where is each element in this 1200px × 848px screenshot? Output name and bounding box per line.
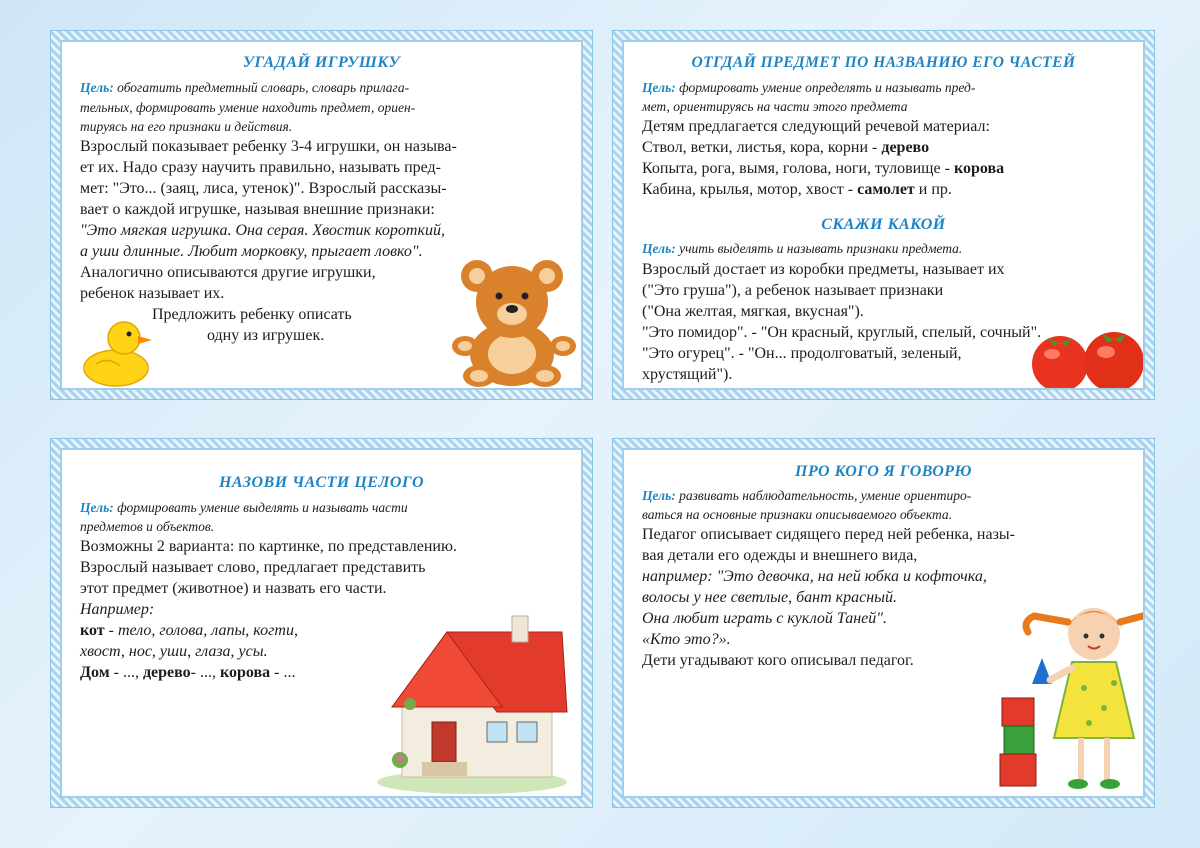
body-line: ет их. Надо сразу научить правильно, называть пред-: [80, 159, 441, 176]
goal-line: [642, 241, 962, 257]
goal-line: тируясь на его признаки и действия.: [80, 119, 293, 134]
goal-text: учить выделять и называть признаки предмета.: [679, 241, 963, 256]
body-line: одну из игрушек.: [207, 327, 325, 344]
row-tail: и пр.: [914, 181, 952, 198]
material-row: [642, 181, 952, 199]
cat-rest: - тело, голова, лапы, когти,: [104, 622, 298, 639]
goal-label: Цель:: [80, 500, 114, 515]
row-text: Кабина, крылья, мотор, хвост -: [642, 181, 858, 198]
body-line: ребенок называет их.: [80, 285, 225, 302]
goal-line: [642, 488, 971, 504]
card-inner: [60, 448, 583, 798]
card-title: УГАДАЙ ИГРУШКУ: [242, 54, 401, 71]
card-inner: [622, 448, 1145, 798]
example-label: Например:: [80, 601, 155, 618]
teddy-bear-image: [447, 254, 583, 389]
goal-text: обогатить предметный словарь, словарь прилага-: [117, 80, 410, 95]
material-row: [642, 160, 1004, 178]
body-line: Дети угадывают кого описывал педагог.: [642, 652, 914, 669]
dialog-line: хрустящий").: [642, 366, 733, 383]
row-text: Ствол, ветки, листья, кора, корни -: [642, 139, 882, 156]
goal-line: [642, 80, 975, 96]
word-rest: - ...,: [190, 664, 220, 681]
row-answer: дерево: [881, 139, 930, 156]
body-line: волосы у нее светлые, бант красный.: [642, 589, 897, 606]
body-line: вая детали его одежды и внешнего вида,: [642, 547, 918, 564]
card-title: ОТГДАЙ ПРЕДМЕТ ПО НАЗВАНИЮ ЕГО ЧАСТЕЙ: [691, 54, 1076, 71]
house-image: [362, 612, 572, 797]
goal-label: Цель:: [642, 80, 676, 95]
duck-image: [76, 312, 156, 390]
dialog-line: "Это огурец". - "Он... продолговатый, зеленый,: [642, 345, 962, 362]
row-answer: самолет: [857, 181, 915, 198]
last-line: [80, 664, 295, 682]
cat-line: хвост, нос, уши, глаза, усы.: [80, 643, 268, 660]
row-answer: корова: [953, 160, 1005, 177]
word: Дом: [80, 664, 110, 681]
intro-line: Детям предлагается следующий речевой материал:: [642, 118, 990, 135]
word-rest: - ...,: [109, 664, 143, 681]
body-line: "Это мягкая игрушка. Она серая. Хвостик короткий,: [80, 222, 445, 239]
card-parts-and-which: [612, 30, 1155, 400]
body-line: вает о каждой игрушке, называя внешние признаки:: [80, 201, 435, 218]
word: дерево: [142, 664, 191, 681]
cat-line: [80, 622, 298, 640]
body-line: Предложить ребенку описать: [152, 306, 352, 323]
word-rest: - ...: [270, 664, 296, 681]
goal-line: предметов и объектов.: [80, 519, 215, 534]
body-line: Взрослый достает из коробки предметы, называет их: [642, 261, 1005, 278]
card-name-parts: [50, 438, 593, 808]
goal-text: формировать умение определять и называть пред-: [679, 80, 976, 95]
row-text: Копыта, рога, вымя, голова, ноги, туловище -: [642, 160, 954, 177]
goal-text: развивать наблюдательность, умение ориентиро-: [679, 488, 972, 503]
body-line: Она любит играть с куклой Таней".: [642, 610, 887, 627]
card-who-am-i-talking-about: [612, 438, 1155, 808]
body-line: а уши длинные. Любит морковку, прыгает ловко".: [80, 243, 423, 260]
body-line: ("Это груша"), а ребенок называет признаки: [642, 282, 944, 299]
body-line: например: "Это девочка, на ней юбка и кофточка,: [642, 568, 987, 585]
card-inner: [622, 40, 1145, 390]
body-line: этот предмет (животное) и назвать его части.: [80, 580, 387, 597]
goal-label: Цель:: [642, 488, 676, 503]
goal-line: [80, 80, 409, 96]
goal-label: Цель:: [80, 80, 114, 95]
body-line: Возможны 2 варианта: по картинке, по представлению.: [80, 538, 457, 555]
body-line: Взрослый показывает ребенку 3-4 игрушки, он называ-: [80, 138, 457, 155]
goal-line: ваться на основные признаки описываемого объекта.: [642, 507, 953, 522]
body-line: мет: "Это... (заяц, лиса, утенок)". Взрослый рассказы-: [80, 180, 447, 197]
goal-line: тельных, формировать умение находить предмет, ориен-: [80, 100, 416, 115]
goal-line: [80, 500, 408, 516]
goal-label: Цель:: [642, 241, 676, 256]
dialog-line: "Это помидор". - "Он красный, круглый, спелый, сочный".: [642, 324, 1042, 341]
card-title: НАЗОВИ ЧАСТИ ЦЕЛОГО: [218, 474, 424, 491]
goal-text: формировать умение выделять и называть части: [117, 500, 408, 515]
card-guess-toy: [50, 30, 593, 400]
word: корова: [220, 664, 271, 681]
body-line: «Кто это?».: [642, 631, 731, 648]
card-title: ПРО КОГО Я ГОВОРЮ: [795, 463, 972, 480]
goal-line: мет, ориентируясь на части этого предмета: [642, 99, 908, 114]
card-inner: [60, 40, 583, 390]
material-row: [642, 139, 929, 157]
body-line: ("Она желтая, мягкая, вкусная").: [642, 303, 864, 320]
tomatoes-image: [1026, 324, 1145, 390]
body-line: Взрослый называет слово, предлагает представить: [80, 559, 426, 576]
card-title: СКАЖИ КАКОЙ: [821, 216, 946, 233]
girl-with-blocks-image: [994, 588, 1145, 798]
body-line: Педагог описывает сидящего перед ней ребенка, назы-: [642, 526, 1015, 543]
body-line: Аналогично описываются другие игрушки,: [80, 264, 376, 281]
cat-word: кот: [80, 622, 105, 639]
